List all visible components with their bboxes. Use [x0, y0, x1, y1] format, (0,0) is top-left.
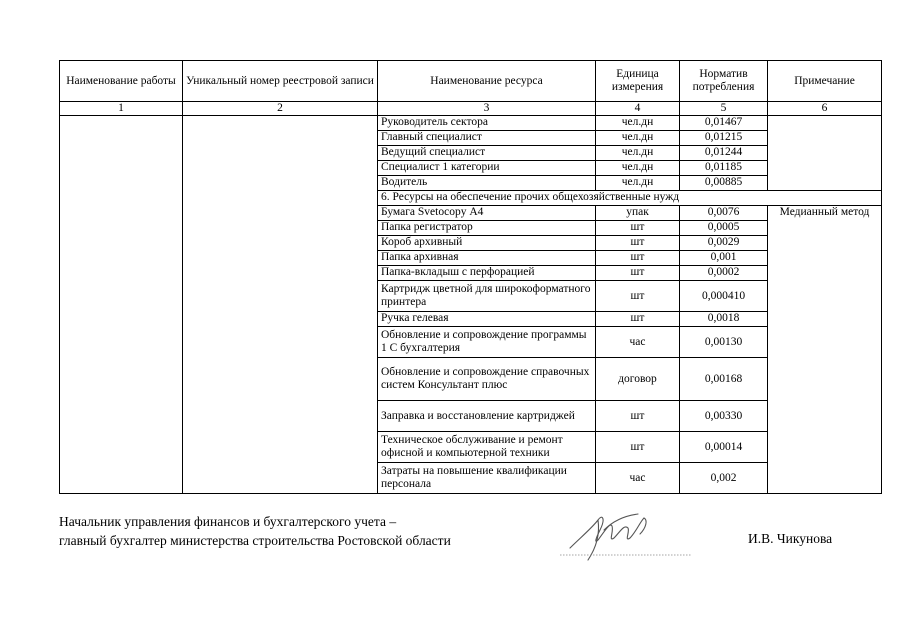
- resource-name: Ведущий специалист: [378, 146, 596, 161]
- resource-norm: 0,000410: [680, 281, 768, 312]
- resource-unit: чел.дн: [596, 131, 680, 146]
- resource-name: Папка-вкладыш с перфорацией: [378, 266, 596, 281]
- resource-norm: 0,0076: [680, 206, 768, 221]
- resource-unit: час: [596, 463, 680, 494]
- resource-norm: 0,0005: [680, 221, 768, 236]
- note-median-method: Медианный метод: [768, 206, 882, 494]
- handwritten-signature: [540, 508, 710, 570]
- resource-norm: 0,01467: [680, 116, 768, 131]
- header-norm: Норматив потребления: [680, 61, 768, 102]
- column-number: 2: [183, 102, 378, 116]
- resource-norm: 0,01215: [680, 131, 768, 146]
- header-note: Примечание: [768, 61, 882, 102]
- resource-unit: шт: [596, 266, 680, 281]
- resource-unit: шт: [596, 432, 680, 463]
- column-number: 6: [768, 102, 882, 116]
- resource-name: Обновление и сопровождение программы 1 С бухгалтерия: [378, 327, 596, 358]
- resource-norm: 0,01185: [680, 161, 768, 176]
- norms-table: [59, 60, 882, 494]
- column-number: 4: [596, 102, 680, 116]
- resource-norm: 0,001: [680, 251, 768, 266]
- resource-name: Папка архивная: [378, 251, 596, 266]
- footer-signer-title: [59, 512, 451, 550]
- column-number: 5: [680, 102, 768, 116]
- column-number: 3: [378, 102, 596, 116]
- resource-norm: 0,00885: [680, 176, 768, 191]
- header-row: [60, 61, 882, 102]
- resource-unit: шт: [596, 281, 680, 312]
- resource-unit: чел.дн: [596, 161, 680, 176]
- resource-unit: чел.дн: [596, 176, 680, 191]
- work-name-cell: [60, 116, 183, 494]
- resource-norm: 0,002: [680, 463, 768, 494]
- resource-unit: шт: [596, 236, 680, 251]
- resource-norm: 0,00168: [680, 358, 768, 401]
- resource-norm: 0,00130: [680, 327, 768, 358]
- resource-name: Руководитель сектора: [378, 116, 596, 131]
- resource-name: Специалист 1 категории: [378, 161, 596, 176]
- resource-unit: шт: [596, 401, 680, 432]
- resource-unit: шт: [596, 221, 680, 236]
- signer-position-line-2: главный бухгалтер министерства строительства Ростовской области: [59, 533, 451, 548]
- resource-name: Картридж цветной для широкоформатного принтера: [378, 281, 596, 312]
- resource-name: Бумага Svetocopy А4: [378, 206, 596, 221]
- header-unit: Единица измерения: [596, 61, 680, 102]
- resource-name: Техническое обслуживание и ремонт офисной и компьютерной техники: [378, 432, 596, 463]
- resource-name: Главный специалист: [378, 131, 596, 146]
- header-resource-name: Наименование ресурса: [378, 61, 596, 102]
- section-title: 6. Ресурсы на обеспечение прочих общехозяйственные нужд: [378, 191, 882, 206]
- resource-unit: шт: [596, 251, 680, 266]
- resource-name: Папка регистратор: [378, 221, 596, 236]
- signer-position-line-1: Начальник управления финансов и бухгалтерского учета –: [59, 514, 397, 529]
- resource-unit: чел.дн: [596, 116, 680, 131]
- resource-norm: 0,01244: [680, 146, 768, 161]
- column-numbers-row: [60, 102, 882, 116]
- resource-name: Затраты на повышение квалификации персонала: [378, 463, 596, 494]
- column-number: 1: [60, 102, 183, 116]
- header-registry-number: Уникальный номер реестровой записи: [183, 61, 378, 102]
- note-cell-empty: [768, 116, 882, 191]
- registry-number-cell: [183, 116, 378, 494]
- signer-name: И.В. Чикунова: [748, 531, 833, 546]
- resource-unit: упак: [596, 206, 680, 221]
- resource-name: Короб архивный: [378, 236, 596, 251]
- resource-name: Заправка и восстановление картриджей: [378, 401, 596, 432]
- header-work-name: Наименование работы: [60, 61, 183, 102]
- resource-name: Ручка гелевая: [378, 312, 596, 327]
- resource-norm: 0,00330: [680, 401, 768, 432]
- resource-norm: 0,00014: [680, 432, 768, 463]
- resource-unit: договор: [596, 358, 680, 401]
- resource-unit: шт: [596, 312, 680, 327]
- resource-norm: 0,0002: [680, 266, 768, 281]
- resource-norm: 0,0029: [680, 236, 768, 251]
- resource-name: Водитель: [378, 176, 596, 191]
- resource-norm: 0,0018: [680, 312, 768, 327]
- resource-unit: чел.дн: [596, 146, 680, 161]
- resource-name: Обновление и сопровождение справочных систем Консультант плюс: [378, 358, 596, 401]
- resource-unit: час: [596, 327, 680, 358]
- table-row: [60, 116, 882, 131]
